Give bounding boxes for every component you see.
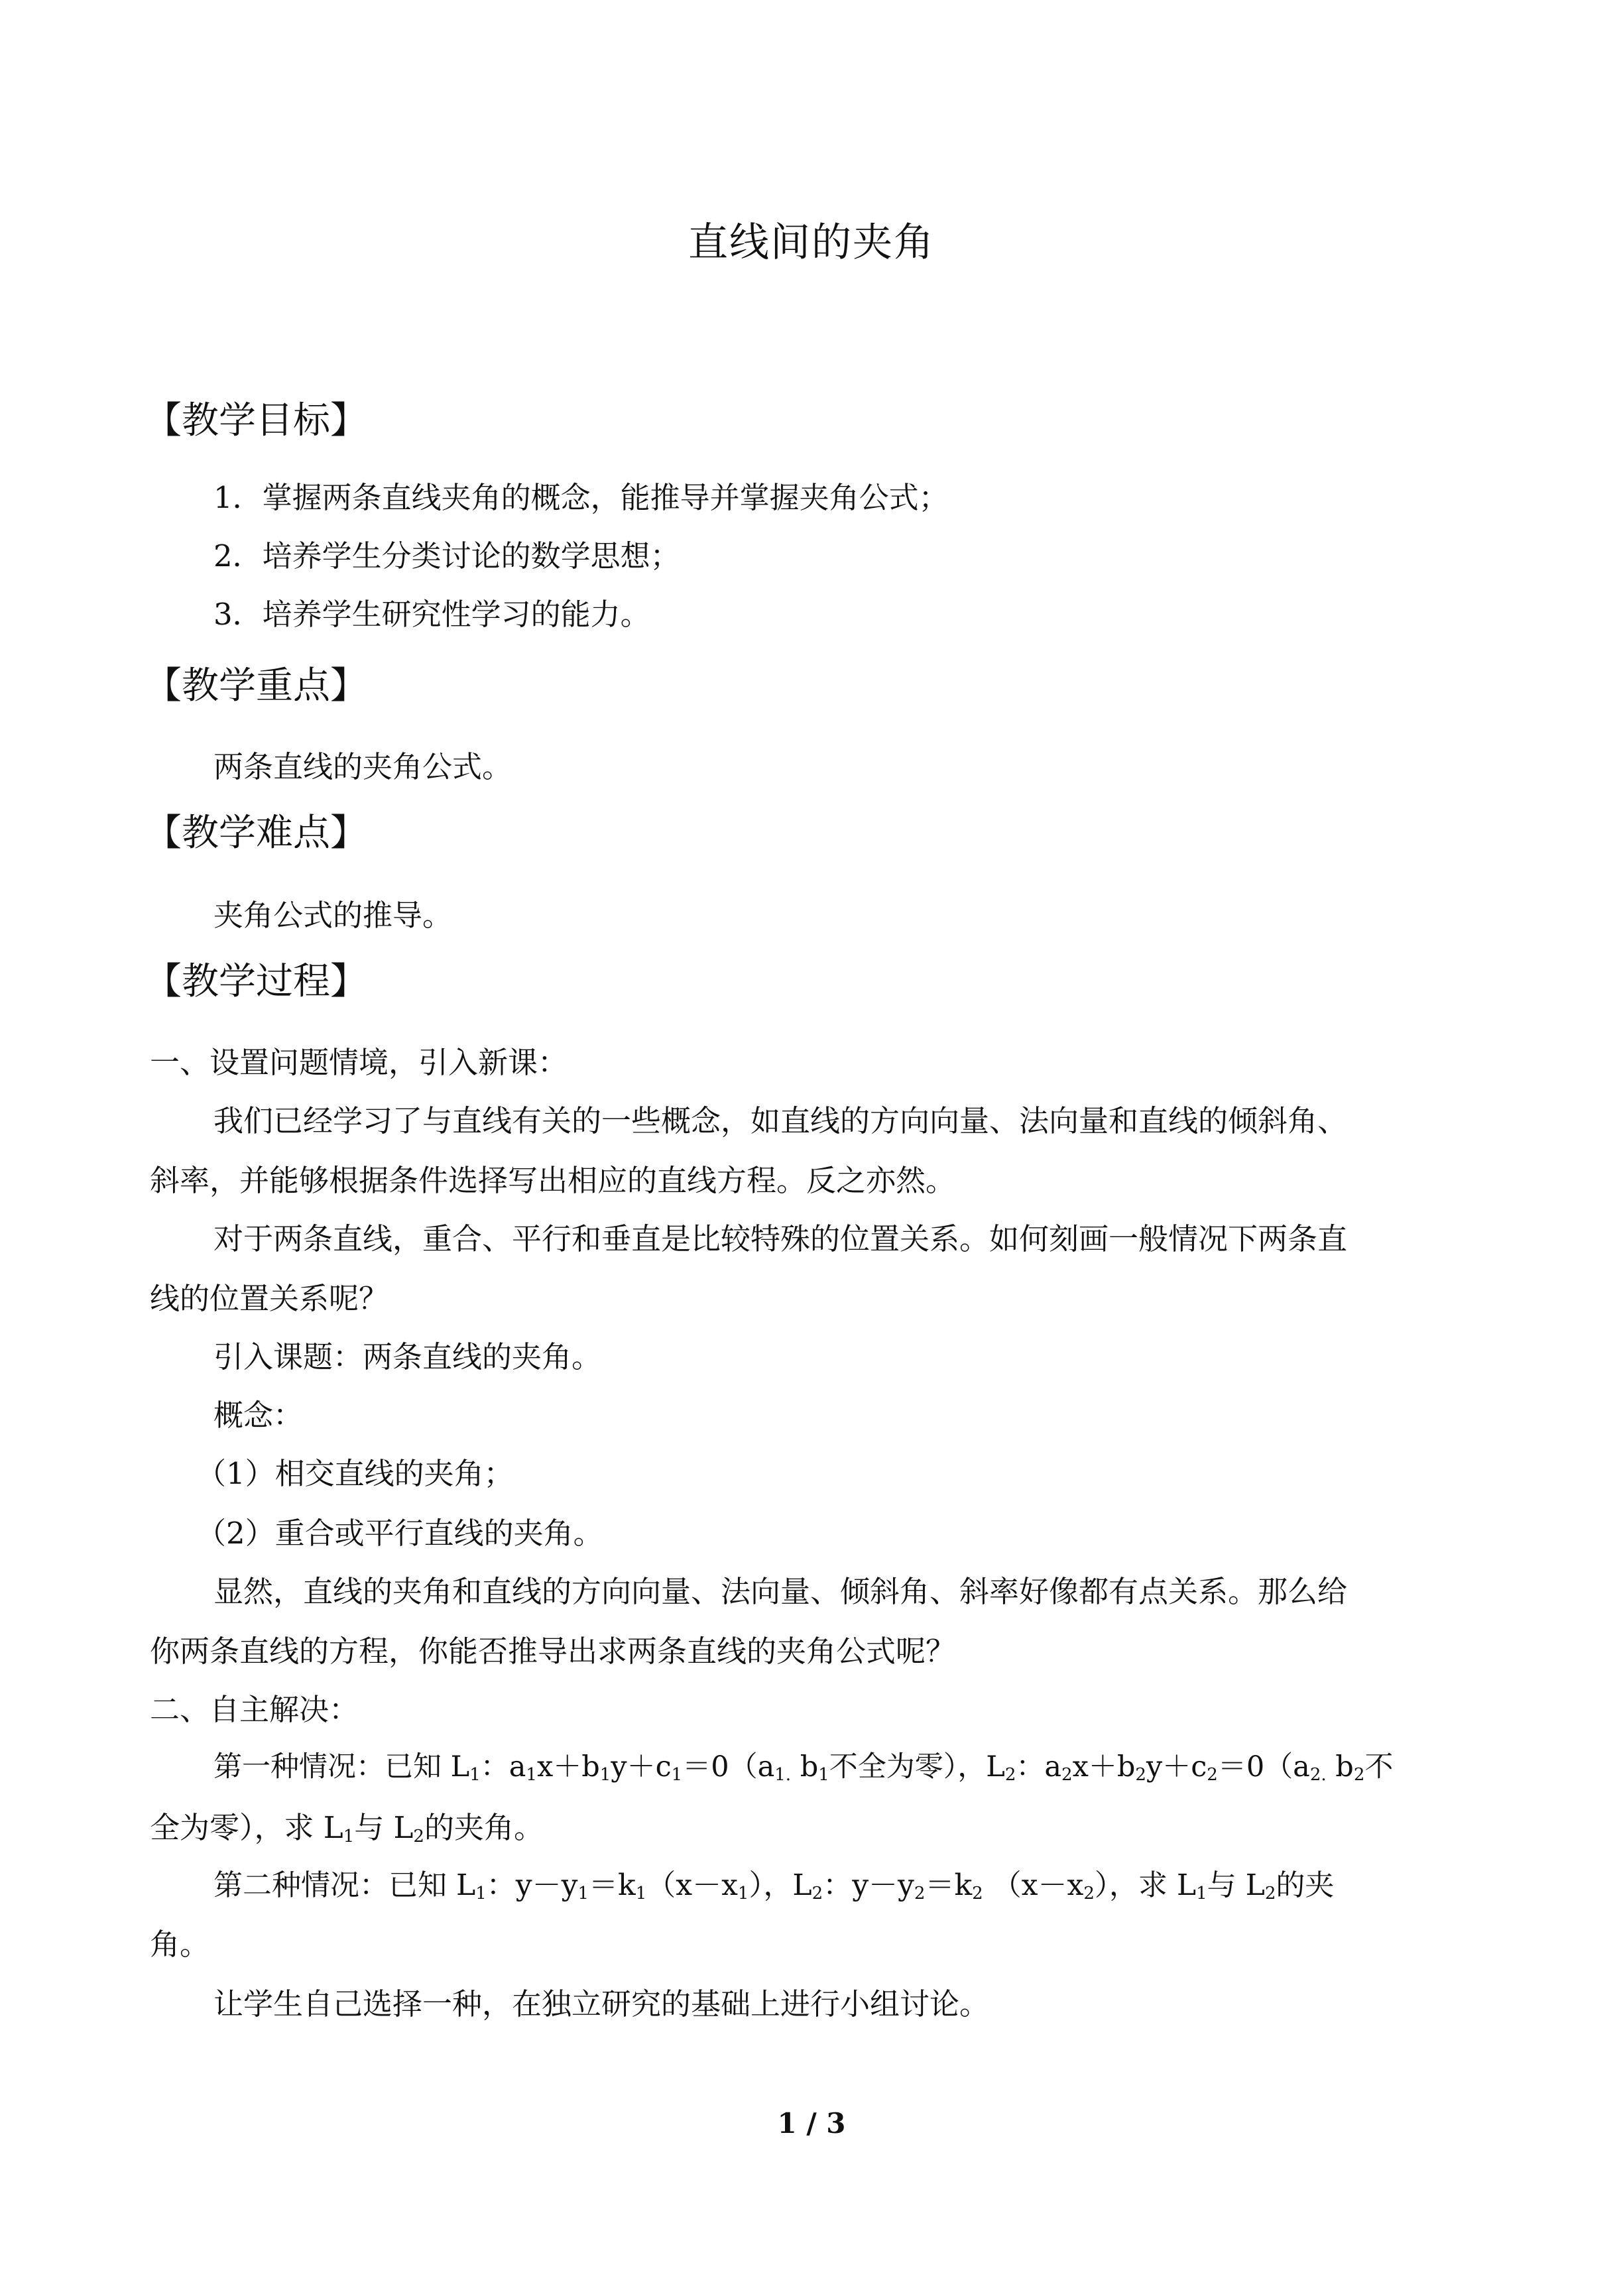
objectives-heading: 【教学目标】: [145, 399, 367, 442]
paragraph-line: 线的位置关系呢？: [150, 1281, 389, 1316]
paragraph-line: 让学生自己选择一种，在独立研究的基础上进行小组讨论。: [213, 1986, 990, 2022]
objective-item: 2．培养学生分类讨论的数学思想；: [213, 538, 680, 574]
paragraph-line: 你两条直线的方程，你能否推导出求两条直线的夹角公式呢？: [150, 1634, 956, 1669]
paragraph-line: 斜率，并能够根据条件选择写出相应的直线方程。反之亦然。: [150, 1163, 956, 1198]
concept-item: （1）相交直线的夹角；: [196, 1456, 514, 1491]
difficulty-text: 夹角公式的推导。: [213, 898, 453, 933]
paragraph-line: 显然，直线的夹角和直线的方向向量、法向量、倾斜角、斜率好像都有点关系。那么给: [213, 1574, 1348, 1609]
paragraph-line: 引入课题：两条直线的夹角。: [213, 1339, 602, 1374]
objective-item: 3．培养学生研究性学习的能力。: [213, 597, 650, 632]
case2-line: 第二种情况：已知 $L_1$：$y-y_1=k_1(x-x_1)$，$L_2$：$y-y_2=k_2$ $(x-x_2)$，求 $L_1$与 $L_2$的夹: [213, 1868, 1335, 1903]
paragraph-line: 概念：: [213, 1398, 304, 1433]
process-heading: 【教学过程】: [145, 960, 367, 1003]
case2-line2: 角。: [150, 1927, 210, 1962]
part2-title: 二、自主解决：: [150, 1692, 359, 1727]
part1-title: 一、设置问题情境，引入新课：: [150, 1045, 568, 1080]
page-number: 1 / 3: [777, 2107, 846, 2140]
difficulty-heading: 【教学难点】: [145, 812, 367, 855]
paragraph-line: 对于两条直线，重合、平行和垂直是比较特殊的位置关系。如何刻画一般情况下两条直: [213, 1221, 1348, 1256]
case1-line: 第一种情况：已知 $L_1$：$a_1x+b_1y+c_1=0(a_{1.}$ $b_1$不全为零），$L_2$：$a_2x+b_2y+c_2=0(a_{2.}$ $b_2$不: [213, 1750, 1394, 1785]
key-point-text: 两条直线的夹角公式。: [213, 749, 512, 784]
concept-item: （2）重合或平行直线的夹角。: [196, 1516, 603, 1551]
page-title: 直线间的夹角: [688, 219, 935, 266]
paragraph-line: 我们已经学习了与直线有关的一些概念，如直线的方向向量、法向量和直线的倾斜角、: [213, 1103, 1348, 1138]
objective-item: 1．掌握两条直线夹角的概念，能推导并掌握夹角公式；: [213, 480, 949, 515]
case1-line2: 全为零），求 $L_1$与 $L_2$的夹角。: [150, 1810, 544, 1846]
key-point-heading: 【教学重点】: [145, 664, 367, 707]
